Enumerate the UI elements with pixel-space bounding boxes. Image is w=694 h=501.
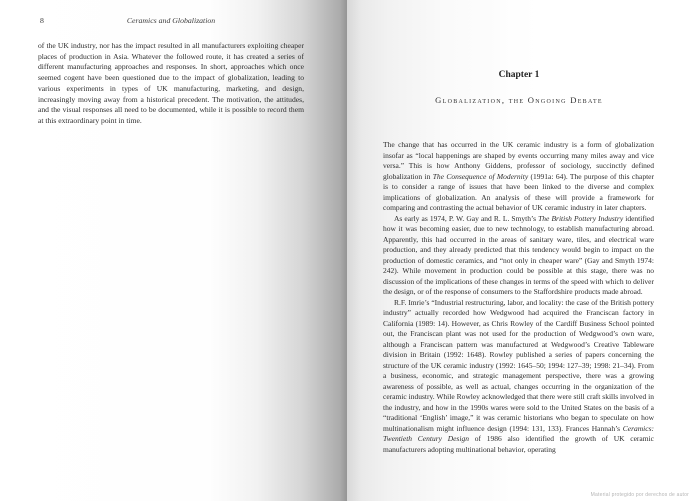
text-segment: of the UK industry, nor has the impact resulted in all manufacturers exploiting cheaper places of production in Asia. Whatever the followed route, it has created a series of different manufacturing approaches and responses. In short, approaches which once seemed cogent have been questioned due to the impact of globalization, leading to various experiments in types of UK manufacturing, marketing, and design, increasingly moving away from a historical precedent. The motivation, the attitudes, and the visual responses all need to be documented, while it is possible to record them at this extraordinary point in time. [38,41,304,125]
paragraph [383,214,654,298]
chapter-title: Globalization, the Ongoing Debate [435,95,603,105]
left-page-text-block [38,41,304,127]
right-page [347,0,694,501]
text-segment: The change that has occurred in the UK ceramic industry is a form of globalization insofar as “local happenings are shaped by events occurring many miles away and vice versa.” This is how Anthony Giddens, professor of sociology, succinctly defined globalization in [383,140,654,181]
paragraph [383,298,654,456]
page-number: 8 [40,16,44,25]
text-segment: R.F. Imrie’s “Industrial restructuring, labor, and locality: the case of the British pottery industry” actually recorded how Wedgwood had acquired the Franciscan factory in California (1989: 14). However, as Chris Rowley of the Cardiff Business School pointed out, the Franciscan plant was not used for the production of Wedgwood’s own ware, although a Franciscan pattern was manufactured at Wedgwood’s Creative Tableware division in Britain (1992: 1648). Rowley published a series of papers concerning the structure of the UK ceramic industry (1992: 1645–50; 1994: 127–39; 1998: 21–34). From a business, economic, and strategic management perspective, there was a growing awareness of possible, as well as actual, changes occurring in the organization of the ceramic industry. While Rowley acknowledged that there were still craft skills involved in the industry, and how in the 1990s wares were sold to the United States on the basis of a “traditional ‘English’ image,” it was ceramic historians who began to speculate on how multinationalism might influence design (1994: 131, 133). Frances Hannah’s [383,297,654,433]
text-segment: identified how it was becoming easier, due to new technology, to establish manufacturing abroad. Apparently, this had occurred in the areas of sanitary ware, tiles, and electrical ware production, and they already predicted that this tendency would begin to impact on the production of domestic ceramics, and “not only in cheaper ware” (Gay and Smyth 1974: 242). While movement in production could be possible at this stage, there was no discussion of the implications of these changes in terms of the speed with which to deliver the design, or of the response of consumers to the Staffordshire products made abroad. [383,213,654,296]
copyright-watermark: Material protegido por derechos de autor [590,492,689,498]
paragraph [38,41,304,127]
text-segment: (1991a: 64). The purpose of this chapter is to consider a range of issues that have been linked to the diverse and complex implications of globalization. An analysis of these will provide a framework for comparing and contrasting the actual behavior of UK ceramic industry in later chapters. [383,171,654,212]
text-segment: The Consequence of Modernity [432,171,529,181]
text-segment: of 1986 also identified the growth of UK ceramic manufacturers adopting multinational behavior, operating [383,434,655,454]
paragraph [383,140,654,214]
running-header: Ceramics and Globalization [126,16,216,25]
right-page-text-block [383,140,654,455]
text-segment: Ceramics: Twentieth Century Design [383,423,654,443]
chapter-label: Chapter 1 [498,70,540,80]
text-segment: The British Pottery Industry [538,213,624,223]
text-segment: As early as 1974, P. W. Gay and R. L. Smyth’s [394,213,539,223]
left-page-header [38,16,304,28]
